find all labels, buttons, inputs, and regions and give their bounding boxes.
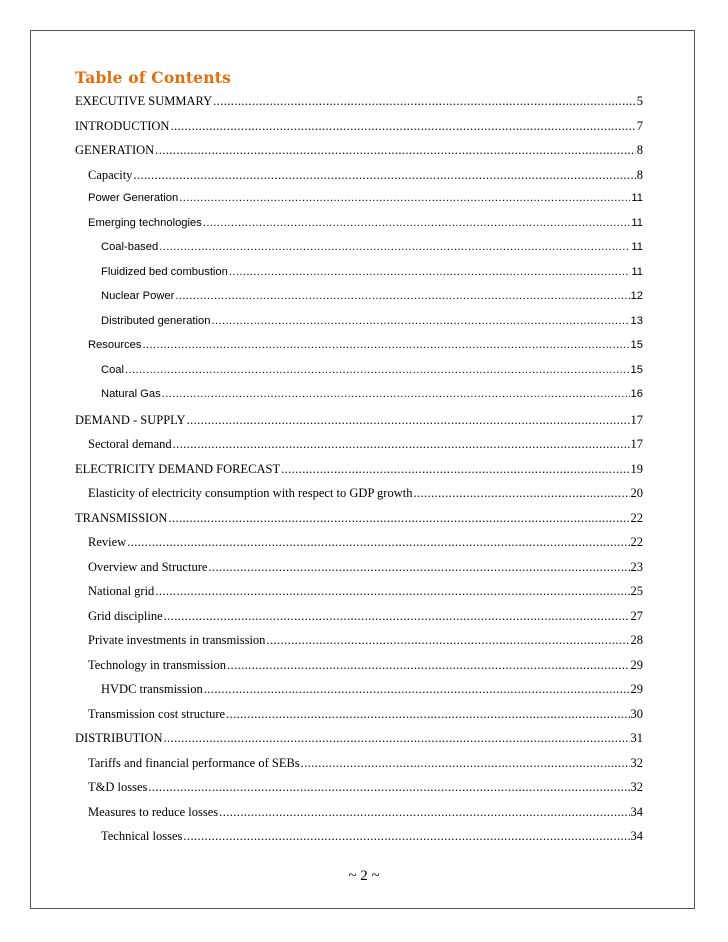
toc-entry-page: 17: [630, 437, 643, 451]
toc-entry-label: Sectoral demand: [88, 437, 172, 451]
toc-entry[interactable]: [75, 584, 643, 609]
toc-dot-leader: [168, 511, 629, 526]
toc-entry-page: 25: [630, 584, 643, 598]
toc-entry[interactable]: [75, 94, 643, 119]
toc-entry-page: 29: [630, 682, 643, 696]
toc-entry[interactable]: [75, 682, 643, 707]
toc-entry-page: 22: [630, 535, 643, 549]
toc-dot-leader: [266, 633, 629, 648]
toc-entry-label: DEMAND - SUPPLY: [75, 412, 186, 427]
toc-entry-label: Tariffs and financial performance of SEBs: [88, 755, 300, 770]
toc-entry[interactable]: [75, 241, 643, 266]
toc-dot-leader: [213, 94, 636, 109]
toc-entry-label: ELECTRICITY DEMAND FORECAST: [75, 461, 281, 476]
toc-entry-label: Technical losses: [101, 829, 183, 843]
toc-entry-label: DISTRIBUTION: [75, 731, 163, 745]
toc-entry-label: HVDC transmission: [101, 682, 203, 696]
toc-entry-page: 34: [630, 804, 643, 819]
toc-entry-page: 11: [631, 265, 643, 278]
toc-dot-leader: [226, 707, 629, 722]
toc-entry[interactable]: [75, 217, 643, 242]
toc-entry-page: 27: [630, 608, 643, 623]
toc-entry-label: Capacity: [88, 167, 133, 182]
toc-entry[interactable]: [75, 486, 643, 511]
toc-dot-leader: [281, 462, 629, 477]
toc-dot-leader: [155, 143, 636, 158]
toc-entry-page: 22: [630, 510, 643, 525]
toc-entry[interactable]: [75, 633, 643, 658]
toc-entry-page: 19: [630, 461, 643, 476]
toc-entry-label: TRANSMISSION: [75, 510, 168, 525]
toc-dot-leader: [162, 388, 630, 400]
toc-entry-page: 31: [630, 731, 643, 745]
toc-dot-leader: [229, 266, 631, 278]
toc-dot-leader: [413, 486, 629, 501]
toc-dot-leader: [187, 413, 630, 428]
toc-dot-leader: [208, 560, 629, 575]
toc-entry[interactable]: [75, 756, 643, 781]
toc-entry[interactable]: [75, 388, 643, 413]
toc-entry-page: 32: [630, 755, 643, 770]
toc-dot-leader: [142, 339, 629, 351]
toc-dot-leader: [219, 805, 629, 820]
toc-entry-label: INTRODUCTION: [75, 118, 170, 133]
toc-entry-page: 8: [636, 143, 643, 157]
toc-list: [75, 94, 643, 854]
toc-entry[interactable]: [75, 413, 643, 438]
toc-dot-leader: [159, 241, 630, 253]
toc-entry-label: Coal-based: [101, 241, 159, 253]
toc-entry-label: Resources: [88, 339, 142, 351]
toc-dot-leader: [170, 119, 635, 134]
page-number: ~ 2 ~: [348, 868, 380, 884]
toc-entry-page: 5: [636, 94, 643, 108]
toc-dot-leader: [148, 780, 629, 795]
toc-entry-label: National grid: [88, 584, 155, 598]
toc-entry-page: 32: [630, 780, 643, 794]
toc-entry-label: T&D losses: [88, 780, 148, 794]
toc-entry-label: Transmission cost structure: [88, 706, 226, 721]
toc-entry-label: Power Generation: [88, 192, 179, 204]
toc-entry-page: 15: [630, 339, 643, 351]
toc-dot-leader: [183, 829, 629, 844]
toc-entry-label: Overview and Structure: [88, 559, 208, 574]
toc-entry-label: Coal: [101, 363, 125, 376]
toc-entry-label: Distributed generation: [101, 314, 211, 327]
toc-dot-leader: [127, 535, 629, 550]
toc-dot-leader: [211, 315, 629, 327]
toc-entry[interactable]: [75, 266, 643, 291]
toc-entry[interactable]: [75, 168, 643, 193]
toc-entry-page: 11: [631, 241, 643, 253]
toc-dot-leader: [179, 192, 630, 204]
toc-entry-label: Elasticity of electricity consumption with respect to GDP growth: [88, 486, 413, 500]
toc-entry[interactable]: [75, 780, 643, 805]
toc-entry[interactable]: [75, 707, 643, 732]
toc-dot-leader: [155, 584, 629, 599]
toc-entry-label: GENERATION: [75, 143, 155, 157]
toc-entry[interactable]: [75, 511, 643, 536]
toc-title: Table of Contents: [75, 68, 232, 87]
toc-entry[interactable]: [75, 731, 643, 756]
toc-entry-label: Natural Gas: [101, 388, 161, 400]
toc-entry[interactable]: [75, 192, 643, 217]
toc-dot-leader: [133, 168, 635, 183]
toc-entry-page: 15: [630, 363, 643, 376]
toc-dot-leader: [173, 437, 630, 452]
toc-entry[interactable]: [75, 339, 643, 364]
toc-entry-page: 8: [636, 167, 643, 182]
toc-dot-leader: [203, 217, 631, 229]
toc-entry-label: Private investments in transmission: [88, 633, 266, 647]
toc-entry-label: EXECUTIVE SUMMARY: [75, 94, 213, 108]
toc-entry-label: Technology in transmission: [88, 657, 227, 672]
toc-dot-leader: [164, 731, 630, 746]
toc-entry[interactable]: [75, 535, 643, 560]
toc-entry[interactable]: [75, 437, 643, 462]
toc-entry-page: 30: [630, 706, 643, 721]
toc-entry-page: 7: [636, 118, 643, 133]
toc-dot-leader: [301, 756, 630, 771]
toc-entry-label: Grid discipline: [88, 608, 163, 623]
toc-entry-page: 23: [630, 559, 643, 574]
toc-entry[interactable]: [75, 560, 643, 585]
toc-dot-leader: [204, 682, 630, 697]
toc-entry[interactable]: [75, 364, 643, 389]
toc-entry[interactable]: [75, 829, 643, 854]
toc-entry[interactable]: [75, 462, 643, 487]
toc-entry-page: 20: [630, 486, 643, 500]
toc-entry-page: 11: [631, 192, 643, 204]
toc-dot-leader: [227, 658, 629, 673]
toc-entry-label: Review: [88, 535, 127, 549]
toc-entry-label: Nuclear Power: [101, 290, 175, 302]
toc-dot-leader: [164, 609, 630, 624]
toc-entry-label: Measures to reduce losses: [88, 804, 219, 819]
toc-entry[interactable]: [75, 658, 643, 683]
toc-entry-page: 13: [630, 314, 643, 327]
toc-entry-page: 28: [630, 633, 643, 647]
toc-dot-leader: [125, 364, 630, 376]
toc-entry[interactable]: [75, 119, 643, 144]
toc-entry-page: 29: [630, 657, 643, 672]
toc-entry-label: Fluidized bed combustion: [101, 265, 228, 278]
toc-entry-page: 34: [630, 829, 643, 843]
toc-entry[interactable]: [75, 609, 643, 634]
toc-entry[interactable]: [75, 290, 643, 315]
toc-entry-page: 17: [630, 412, 643, 427]
toc-entry-page: 11: [631, 216, 643, 229]
toc-entry[interactable]: [75, 805, 643, 830]
toc-entry-page: 12: [630, 290, 643, 302]
toc-entry[interactable]: [75, 315, 643, 340]
toc-entry[interactable]: [75, 143, 643, 168]
toc-dot-leader: [175, 290, 629, 302]
toc-entry-page: 16: [630, 388, 643, 400]
toc-entry-label: Emerging technologies: [88, 216, 202, 229]
